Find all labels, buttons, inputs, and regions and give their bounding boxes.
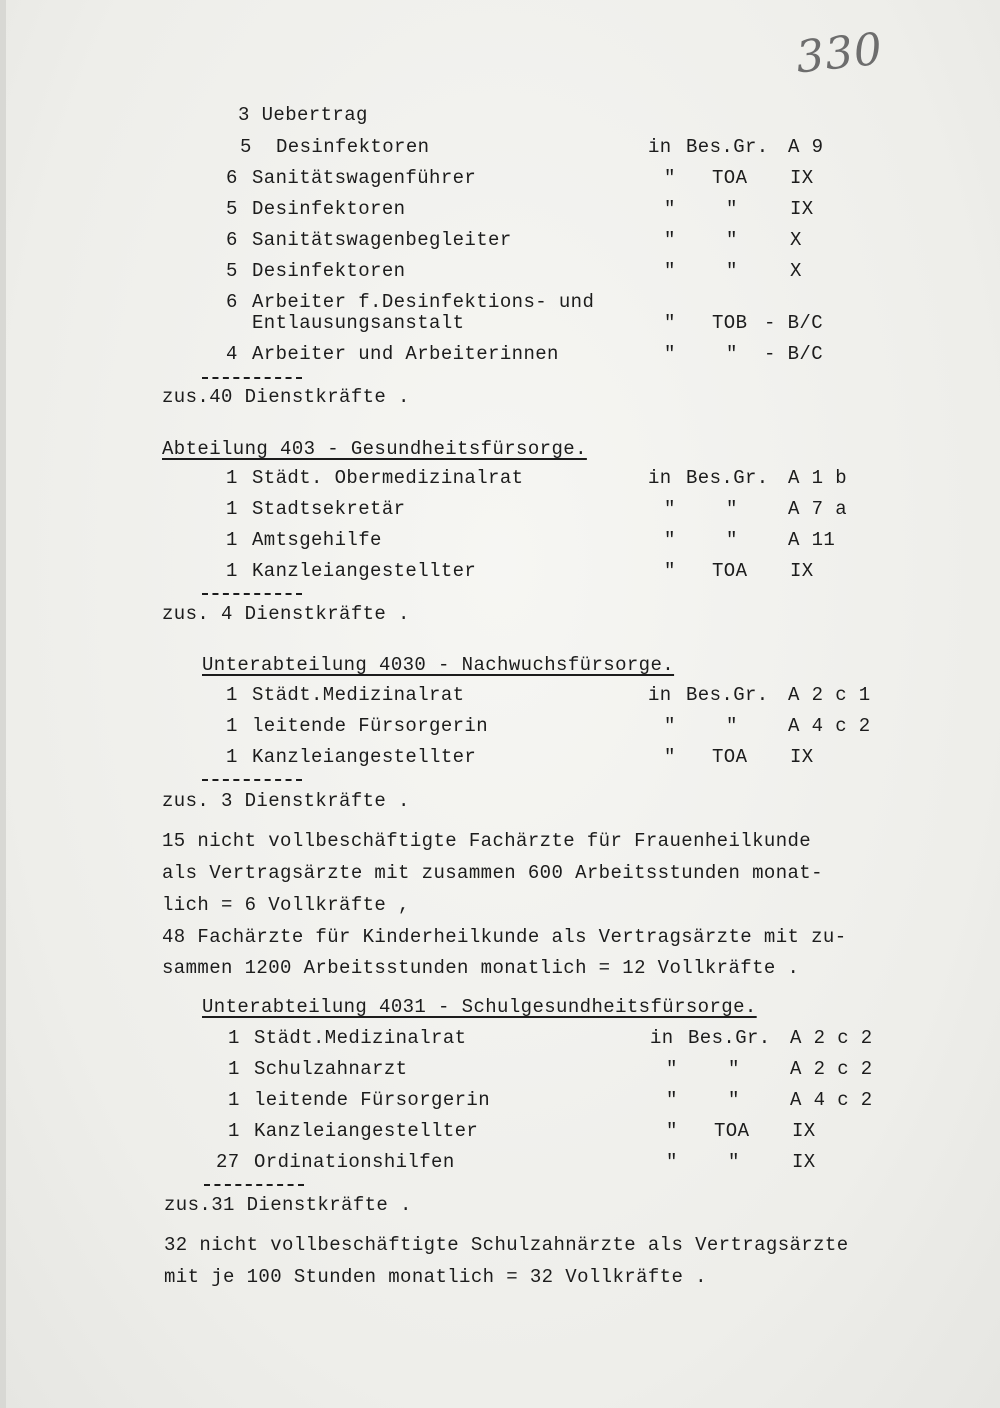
sum-divider	[204, 1184, 304, 1186]
document-page: 330 3 Uebertrag 5 Desinfektoren in Bes.Gr. A 9 6 Sanitätswagenführer " TOA IX 5 Desinfektoren " " IX 6 Sanitätswagenbegleiter " " X 5 Desinfektoren " " X 6 Arbeiter f.Desinfektions- und Entlausungsanstalt " TOB - B/C 4 Arbeiter und Arbeiterinnen " " - B/C zus.40 Dienstkräfte . Abteilung 403 - Gesundheitsfürsorge. 1 Städt. Obermedizinalrat in Bes.Gr. A 1 b 1 Stadtsekretär " " A 7 a 1 Amtsgehilfe " " A 11 1 Kanzleiangestellter " TOA IX zus. 4 Dienstkräfte . Unterabteilung 4030 - Nachwuchsfürsorge. 1 Städt.Medizinalrat in Bes.Gr. A 2 c 1 1 leitende Fürsorgerin " " A 4 c 2 1 Kanzleiangestellter " TOA IX zus. 3 Dienstkräfte . 15 nicht vollbeschäftigte Fachärzte für Frauenheilkunde als Vertragsärzte mit zusammen 600 Arbeitsstunden monat- lich = 6 Vollkräfte , 48 Fachärzte für Kinderheilkunde als Vertragsärzte mit zu- sammen 1200 Arbeitsstunden monatlich = 12 Vollkräfte . Unterabteilung 4031 - Schulgesundheitsfürsorge. 1 Städt.Medizinalrat in Bes.Gr. A 2 c 2 1 Schulzahnarzt " " A 2 c 2 1 leitende Fürsorgerin " " A 4 c 2 1 Kanzleiangestellter " TOA IX 27 Ordinationshilfen " " IX zus.31 Dienstkräfte . 32 nicht vollbeschäftigte Schulzahnärzte als Vertragsärzte mit je 100 Stunden monatlich = 32 Vollkräfte .	[0, 0, 1000, 1408]
page-edge	[0, 0, 6, 1408]
sum-divider	[202, 779, 302, 781]
sum-divider	[202, 377, 302, 379]
section-heading: Unterabteilung 4030 - Nachwuchsfürsorge.	[202, 654, 675, 676]
sum-line: zus.31 Dienstkräfte .	[164, 1194, 412, 1216]
sum-divider	[202, 593, 302, 595]
sum-line: zus.40 Dienstkräfte .	[162, 386, 410, 408]
sum-line: zus. 4 Dienstkräfte .	[162, 603, 410, 625]
folio-number: 330	[793, 23, 886, 84]
section-heading: Unterabteilung 4031 - Schulgesundheitsfürsorge.	[202, 996, 757, 1018]
carry-over-line: 3 Uebertrag	[238, 104, 368, 126]
sum-line: zus. 3 Dienstkräfte .	[162, 790, 410, 812]
section-heading: Abteilung 403 - Gesundheitsfürsorge.	[162, 438, 587, 460]
